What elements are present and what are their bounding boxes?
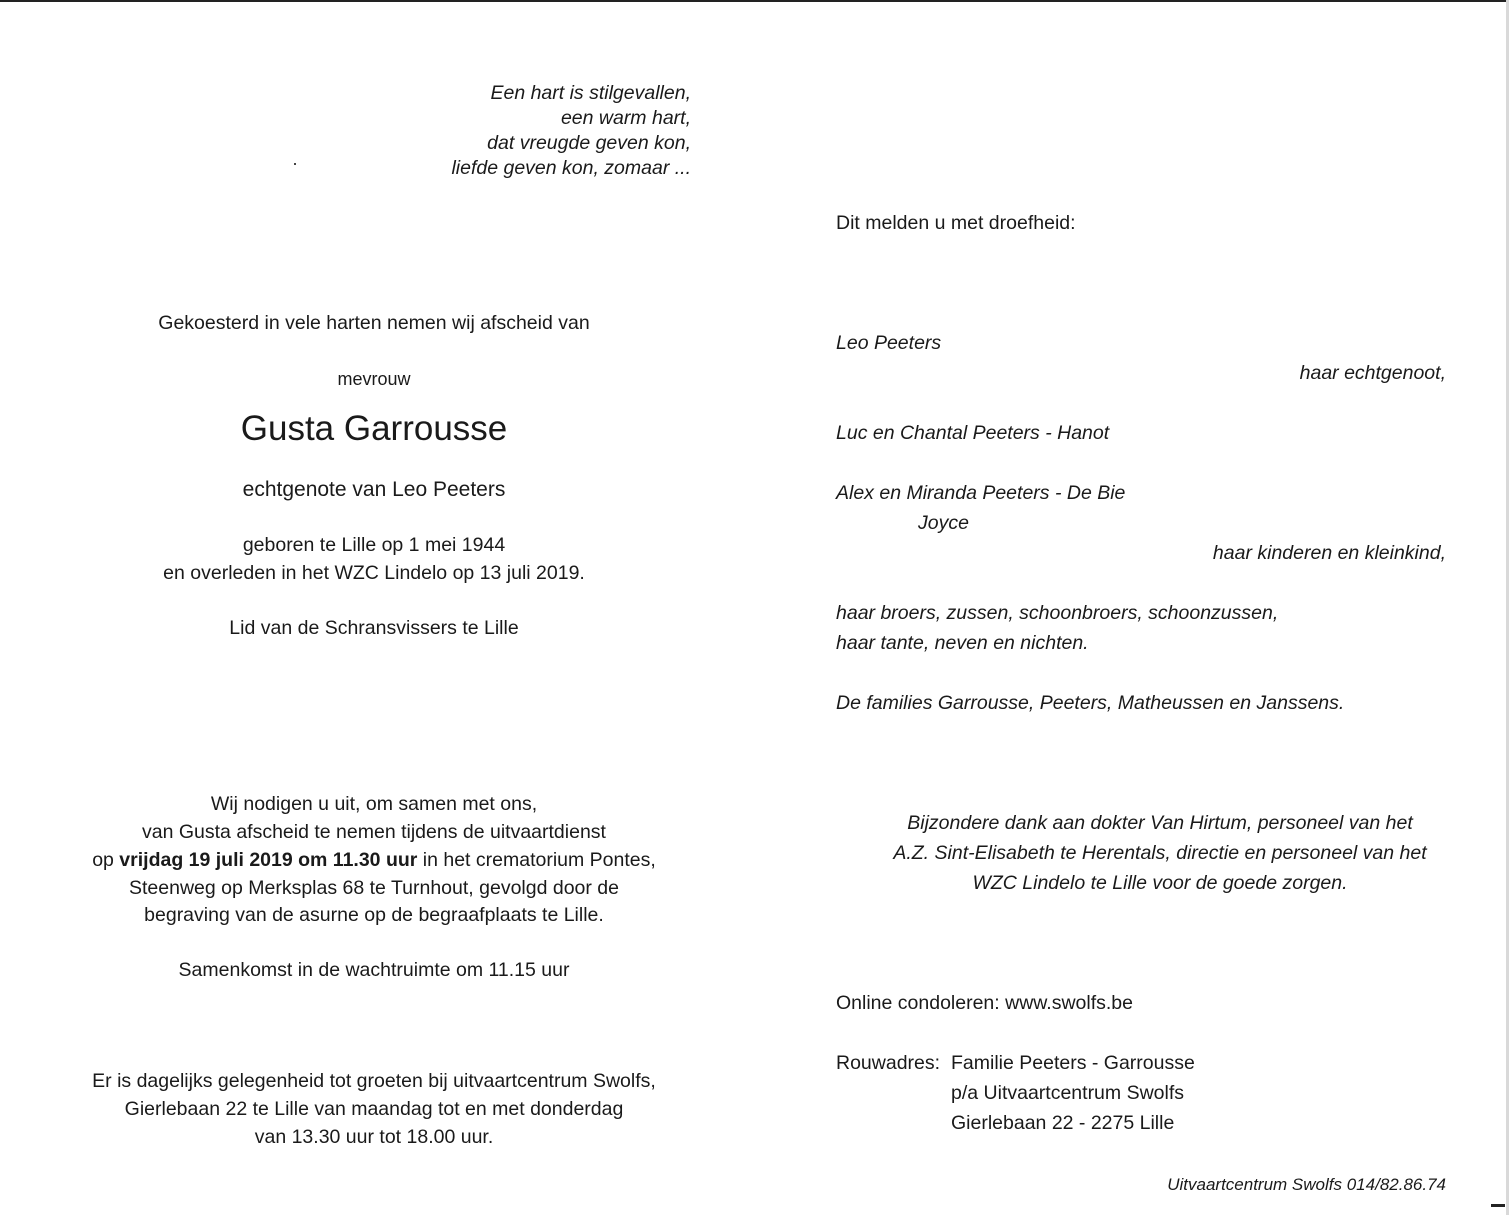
- visit-line: van 13.30 uur tot 18.00 uur.: [254, 1126, 494, 1148]
- poem-line: dat vreugde geven kon,: [487, 132, 691, 154]
- online-condolences: Online condoleren: www.swolfs.be: [836, 992, 1133, 1014]
- address-label: Rouwadres:: [836, 1052, 941, 1074]
- service-datetime: vrijdag 19 juli 2019 om 11.30 uur: [119, 849, 418, 871]
- poem-line: liefde geven kon, zomaar ...: [451, 157, 691, 179]
- grandchild-name: Joyce: [918, 512, 969, 534]
- spouse-name: Leo Peeters: [836, 332, 942, 354]
- corner-mark: [1491, 1204, 1505, 1207]
- birth-line: geboren te Lille op 1 mei 1944: [242, 534, 506, 556]
- death-line: en overleden in het WZC Lindelo op 13 juli 2019.: [163, 562, 585, 584]
- poem: [451, 81, 691, 181]
- invite-line: begraving van de asurne op de begraafplaats te Lille.: [144, 904, 604, 926]
- poem-line: een warm hart,: [560, 107, 691, 129]
- invite-line-date: [60, 848, 688, 873]
- siblings-line: haar broers, zussen, schoonbroers, schoonzussen,: [836, 602, 1279, 624]
- address-line: p/a Uitvaartcentrum Swolfs: [951, 1082, 1185, 1104]
- families-line: De families Garrousse, Peeters, Matheussen en Janssens.: [836, 692, 1345, 714]
- poem-line: Een hart is stilgevallen,: [490, 82, 691, 104]
- top-border-line: [0, 0, 1509, 2]
- spouse-line: echtgenote van Leo Peeters: [242, 478, 506, 501]
- farewell-intro: Gekoesterd in vele harten nemen wij afscheid van: [158, 312, 590, 334]
- gathering-line: Samenkomst in de wachtruimte om 11.15 uur: [178, 959, 570, 981]
- visit-line: Gierlebaan 22 te Lille van maandag tot en met donderdag: [124, 1098, 624, 1120]
- children-role: haar kinderen en kleinkind,: [1212, 542, 1446, 564]
- thanks-line: Bijzondere dank aan dokter Van Hirtum, personeel van het: [907, 812, 1413, 834]
- child-line: Luc en Chantal Peeters - Hanot: [836, 422, 1110, 444]
- invite-post: in het crematorium Pontes,: [417, 849, 656, 871]
- spouse-role: haar echtgenoot,: [1299, 362, 1446, 384]
- announce-line: Dit melden u met droefheid:: [836, 212, 1076, 234]
- invite-line: Wij nodigen u uit, om samen met ons,: [210, 793, 538, 815]
- funeral-home-footer: Uitvaartcentrum Swolfs 014/82.86.74: [1167, 1175, 1446, 1194]
- thanks-line: A.Z. Sint-Elisabeth te Herentals, directie en personeel van het: [893, 842, 1427, 864]
- invite-line: Steenweg op Merksplas 68 te Turnhout, gevolgd door de: [129, 877, 619, 899]
- invite-pre: op: [92, 849, 120, 871]
- address-line: Familie Peeters - Garrousse: [951, 1052, 1195, 1074]
- siblings-line: haar tante, neven en nichten.: [836, 632, 1089, 654]
- salutation: mevrouw: [337, 369, 411, 389]
- child-line: Alex en Miranda Peeters - De Bie: [836, 482, 1126, 504]
- visit-line: Er is dagelijks gelegenheid tot groeten bij uitvaartcentrum Swolfs,: [92, 1070, 656, 1092]
- address-line: Gierlebaan 22 - 2275 Lille: [951, 1112, 1175, 1134]
- deceased-name: Gusta Garrousse: [240, 409, 508, 448]
- membership-line: Lid van de Schransvissers te Lille: [229, 617, 519, 639]
- scan-speck: [294, 163, 296, 165]
- invite-line: van Gusta afscheid te nemen tijdens de uitvaartdienst: [142, 821, 606, 843]
- thanks-line: WZC Lindelo te Lille voor de goede zorgen.: [972, 872, 1348, 894]
